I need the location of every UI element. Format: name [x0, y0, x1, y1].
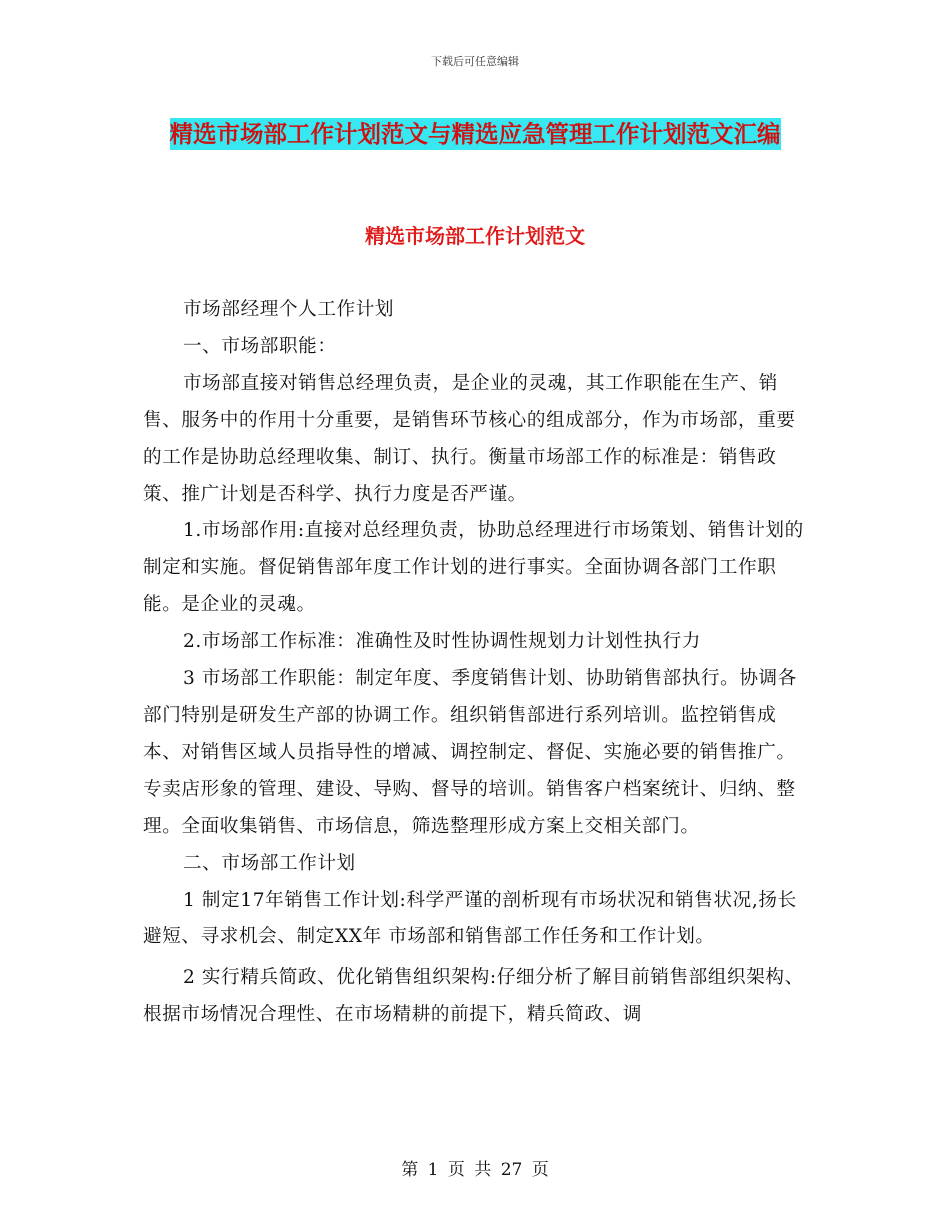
- page-footer: 第 1 页 共 27 页: [401, 1160, 549, 1180]
- paragraph: 一、市场部职能：: [182, 335, 337, 357]
- paragraph: 2.市场部工作标准：准确性及时性协调性规划力计划性执行力: [182, 631, 701, 653]
- paragraph: 市场部直接对销售总经理负责，是企业的灵魂，其工作职能在生产、销售、服务中的作用十分重要，是销售环节核心的组成部分，作为市场部，重要的工作是协助总经理收集、制订、执行。衡量市场部工作的标准是：销售政策、推广计划是否科学、执行力度是否严谨。: [143, 372, 796, 505]
- document-title: [150, 112, 800, 156]
- paragraph: 二、市场部工作计划: [182, 852, 356, 874]
- paragraph: 1.市场部作用:直接对总经理负责，协助总经理进行市场策划、销售计划的制定和实施。督促销售部年度工作计划的进行事实。全面协调各部门工作职能。是企业的灵魂。: [143, 520, 804, 616]
- section-title: 精选市场部工作计划范文: [365, 224, 585, 248]
- paragraph: 2 实行精兵简政、优化销售组织架构:仔细分析了解目前销售部组织架构、根据市场情况合理性、在市场精耕的前提下，精兵简政、调: [143, 967, 804, 1026]
- paragraph: 3 市场部工作职能：制定年度、季度销售计划、协助销售部执行。协调各部门特别是研发生产部的协调工作。组织销售部进行系列培训。监控销售成本、对销售区域人员指导性的增减、调控制定、督促、实施必要的销售推广。专卖店形象的管理、建设、导购、督导的培训。销售客户档案统计、归纳、整理。全面收集销售、市场信息，筛选整理形成方案上交相关部门。: [143, 668, 797, 837]
- paragraph: 市场部经理个人工作计划: [182, 299, 395, 320]
- body-text: [143, 292, 808, 1034]
- paragraph: 1 制定17年销售工作计划:科学严谨的剖析现有市场状况和销售状况,扬长避短、寻求机会、制定XX年 市场部和销售部工作任务和工作计划。: [143, 889, 797, 948]
- document-title-text: 精选市场部工作计划范文与精选应急管理工作计划范文汇编: [169, 120, 781, 148]
- page-header: 下载后可任意编辑: [431, 55, 519, 68]
